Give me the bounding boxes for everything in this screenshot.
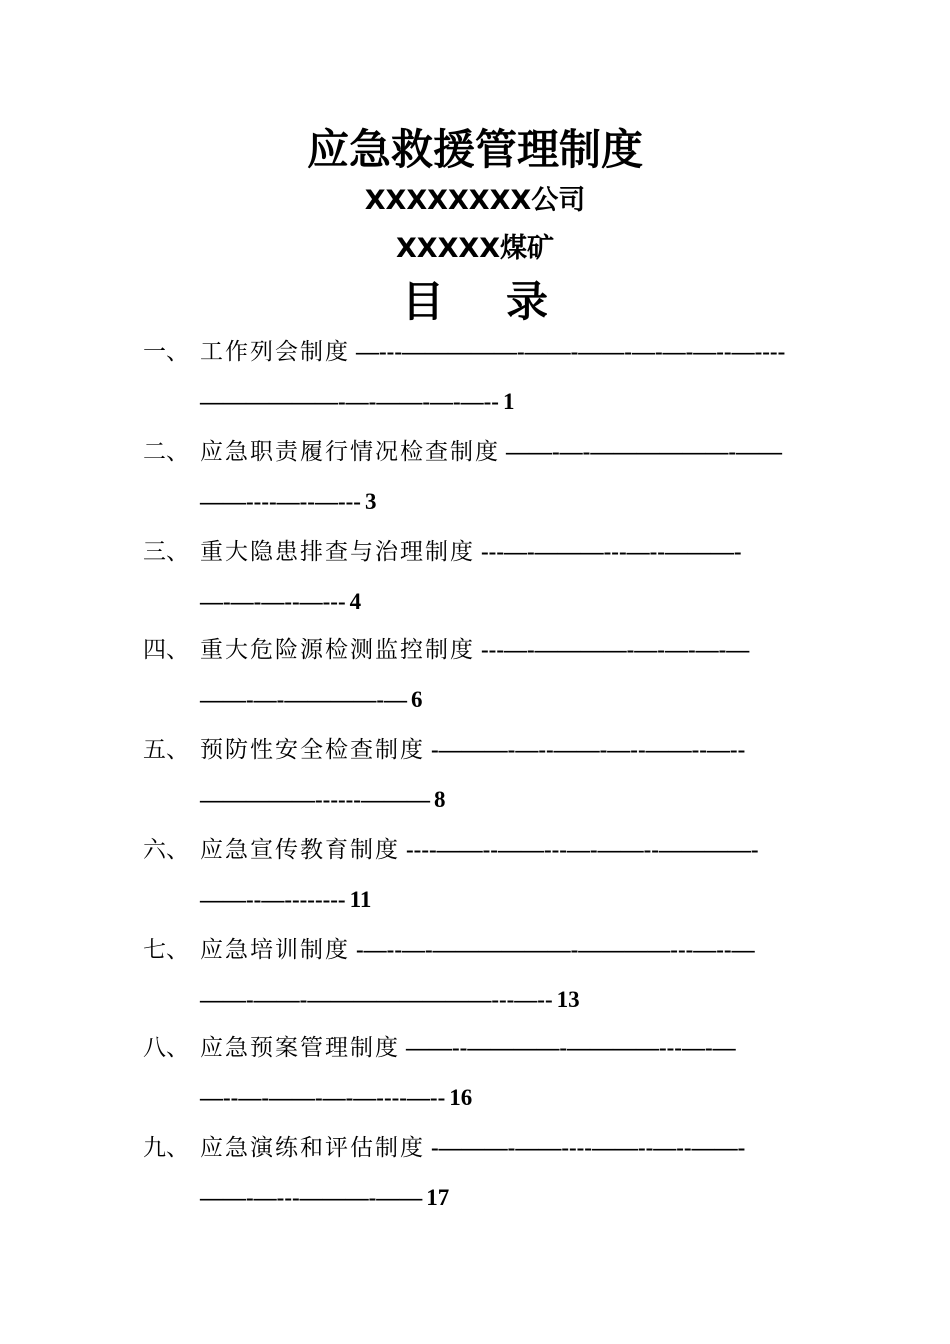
toc-entry-leader: ——————-—-——-—-—-- [200, 389, 499, 414]
toc-entry[interactable] [0, 932, 950, 1032]
toc-entry-page: 3 [364, 489, 377, 514]
toc-entry-page: 1 [502, 389, 515, 414]
toc-entry-number: 五、 [143, 737, 189, 763]
toc-entry-leader: ——-—-————-— [200, 687, 407, 712]
toc-entry-leader: ——--————-————---—-— [406, 1035, 736, 1060]
toc-entry[interactable] [0, 434, 950, 534]
toc-entry-number: 三、 [143, 539, 189, 565]
toc-entry-label: 应急预案管理制度 [200, 1035, 400, 1061]
toc-entry-label: 应急宣传教育制度 [200, 837, 400, 863]
toc-heading-char: 录 [506, 277, 549, 326]
toc-entry-page: 11 [349, 887, 372, 912]
toc-entry-leader: —---—————-——-——-—-—-—--—---- [356, 339, 786, 364]
toc-entry-leader: ——--—-------- [200, 887, 346, 912]
toc-entry-page: 6 [410, 687, 423, 712]
toc-entry-leader: —-—-—--—--- [200, 589, 346, 614]
toc-entry-number: 二、 [143, 439, 189, 465]
toc-entry-leader: ---—-————-—-—-—-— [481, 637, 750, 662]
toc-entry-number: 四、 [143, 637, 189, 663]
toc-entry-page: 17 [426, 1185, 450, 1210]
toc-entry-leader: ----——--——---—-——--————- [406, 837, 759, 862]
document-title: 应急救援管理制度 [306, 125, 643, 174]
company-name: XXXXXXXX公司 [364, 185, 586, 216]
toc-entry-leader: ——-—-——————-—— [506, 439, 782, 464]
toc-entry[interactable] [0, 334, 950, 434]
toc-entry[interactable] [0, 832, 950, 932]
toc-entry[interactable] [0, 1130, 950, 1230]
toc-entry[interactable] [0, 534, 950, 634]
toc-entry-label: 应急职责履行情况检查制度 [200, 439, 500, 465]
toc-entry-label: 重大危险源检测监控制度 [200, 637, 475, 663]
toc-entry-page: 4 [349, 589, 362, 614]
toc-entry-label: 预防性安全检查制度 [200, 737, 425, 763]
toc-entry-leader: -———-——----——--—--——- [431, 1135, 746, 1160]
toc-entry-number: 一、 [143, 339, 189, 365]
toc-entry-leader: ——-—---———-—— [200, 1185, 423, 1210]
toc-entry-number: 九、 [143, 1135, 189, 1161]
toc-entry-page: 16 [449, 1085, 473, 1110]
toc-entry[interactable] [0, 732, 950, 832]
toc-entry-label: 工作列会制度 [200, 339, 350, 365]
toc-entry[interactable] [0, 632, 950, 732]
toc-entry-leader: —————------——— [200, 787, 430, 812]
toc-entry-page: 8 [433, 787, 446, 812]
toc-entry-leader: —--—-——-—-—----—-- [200, 1085, 446, 1110]
toc-entry-label: 重大隐患排查与治理制度 [200, 539, 475, 565]
toc-entry-page: 13 [556, 987, 580, 1012]
mine-name: XXXXX煤矿 [395, 233, 555, 264]
toc-entry-number: 八、 [143, 1035, 189, 1061]
toc-entry-leader: -———-—--——-—--——--—-- [431, 737, 746, 762]
toc-heading-char: 目 [401, 277, 444, 326]
toc-entry-leader: -—--—-——————-————---—--— [356, 937, 755, 962]
toc-entry-leader: ——-——-————————---—-- [200, 987, 553, 1012]
toc-entry-number: 七、 [143, 937, 189, 963]
toc-entry-number: 六、 [143, 837, 189, 863]
toc-entry-leader: ——----—--—--- [200, 489, 361, 514]
toc-heading [0, 274, 950, 330]
toc-entry-leader: ---—-———---—--———- [481, 539, 742, 564]
toc-entry-label: 应急演练和评估制度 [200, 1135, 425, 1161]
toc-entry-label: 应急培训制度 [200, 937, 350, 963]
toc-entry[interactable] [0, 1030, 950, 1130]
